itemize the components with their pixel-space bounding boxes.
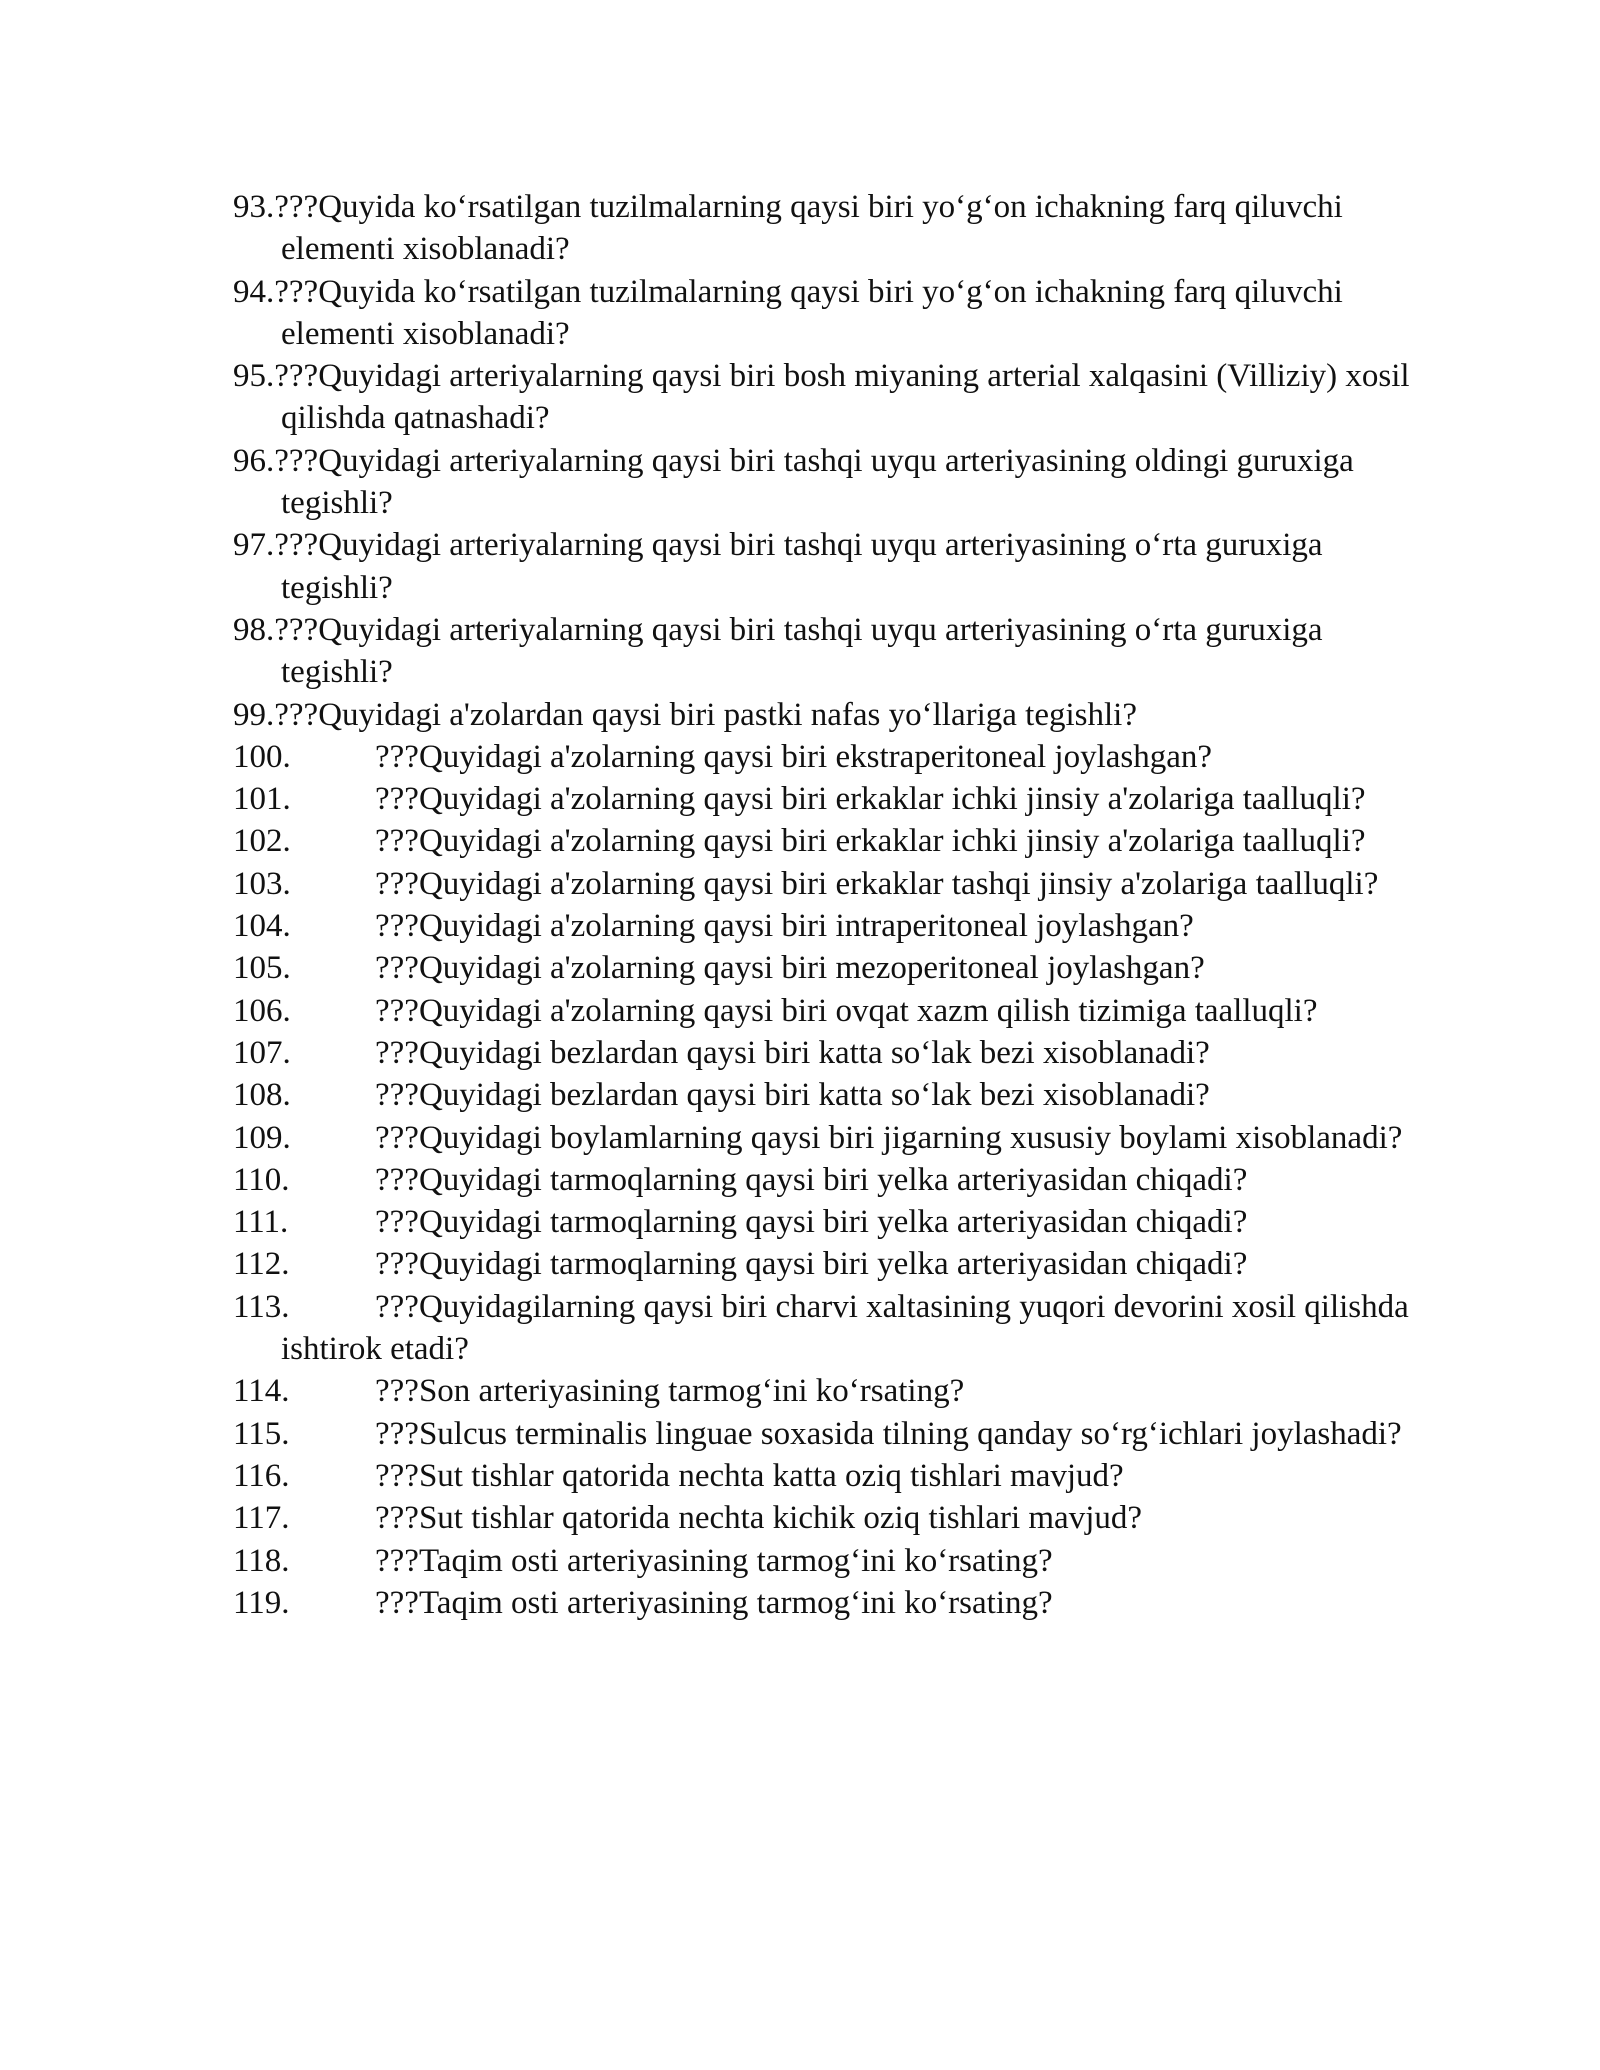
question-text: ???Quyidagi arteriyalarning qaysi biri tashqi uyqu arteriyasining oldingi guruxiga tegishli? bbox=[274, 442, 1354, 522]
question-text: ???Quyidagi tarmoqlarning qaysi biri yelka arteriyasidan chiqadi? bbox=[375, 1204, 1248, 1241]
question-number: 93. bbox=[233, 189, 275, 225]
question-number: 97. bbox=[233, 527, 275, 564]
question-item bbox=[233, 609, 1413, 694]
question-item bbox=[233, 1455, 1413, 1497]
question-number: 111. bbox=[233, 1204, 289, 1241]
question-text: ???Quyidagi a'zolarning qaysi biri erkaklar ichki jinsiy a'zolariga taalluqli? bbox=[375, 823, 1366, 860]
question-number: 119. bbox=[233, 1584, 290, 1621]
question-number: 115. bbox=[233, 1415, 290, 1452]
question-item bbox=[233, 820, 1413, 862]
question-text: ???Quyida ko‘rsatilgan tuzilmalarning qaysi biri yo‘g‘on ichakning farq qiluvchi elementi xisoblanadi? bbox=[274, 189, 1343, 268]
question-text: ???Quyidagi a'zolarning qaysi biri ekstraperitoneal joylashgan? bbox=[375, 738, 1213, 775]
question-number: 104. bbox=[233, 908, 291, 945]
question-list bbox=[233, 186, 1413, 1624]
question-text: ???Sulcus terminalis linguae soxasida tilning qanday so‘rg‘ichlari joylashadi? bbox=[375, 1415, 1402, 1452]
question-item bbox=[233, 440, 1413, 525]
question-text: ???Quyidagi boylamlarning qaysi biri jigarning xususiy boylami xisoblanadi? bbox=[375, 1119, 1403, 1156]
question-item bbox=[233, 778, 1413, 820]
question-text: ???Taqim osti arteriyasining tarmog‘ini ko‘rsating? bbox=[375, 1584, 1053, 1621]
question-item bbox=[233, 271, 1413, 356]
question-text: ???Quyidagi bezlardan qaysi biri katta so‘lak bezi xisoblanadi? bbox=[375, 1077, 1210, 1114]
question-number: 95. bbox=[233, 358, 275, 395]
question-item bbox=[233, 736, 1413, 778]
question-text: ???Quyidagi tarmoqlarning qaysi biri yelka arteriyasidan chiqadi? bbox=[375, 1161, 1248, 1198]
question-text: ???Son arteriyasining tarmog‘ini ko‘rsating? bbox=[375, 1373, 965, 1410]
question-item bbox=[233, 524, 1413, 609]
question-number: 110. bbox=[233, 1161, 290, 1198]
question-text: ???Quyidagi a'zolarning qaysi biri mezoperitoneal joylashgan? bbox=[375, 950, 1205, 987]
question-item bbox=[233, 1497, 1413, 1539]
question-number: 109. bbox=[233, 1119, 291, 1156]
question-text: ???Sut tishlar qatorida nechta katta oziq tishlari mavjud? bbox=[375, 1457, 1124, 1494]
question-number: 113. bbox=[233, 1288, 290, 1325]
question-number: 100. bbox=[233, 738, 291, 775]
question-number: 96. bbox=[233, 442, 275, 479]
question-text: ???Quyidagilarning qaysi biri charvi xaltasining yuqori devorini xosil qilishda ishtirok etadi? bbox=[281, 1288, 1409, 1368]
question-number: 108. bbox=[233, 1077, 291, 1114]
question-text: ???Quyidagi arteriyalarning qaysi biri bosh miyaning arterial xalqasini (Villiziy) xosil qilishda qatnashadi? bbox=[274, 358, 1410, 437]
question-text: ???Quyidagi arteriyalarning qaysi biri tashqi uyqu arteriyasining o‘rta guruxiga tegishli? bbox=[274, 611, 1323, 691]
question-number: 103. bbox=[233, 865, 291, 902]
question-item bbox=[233, 1159, 1413, 1201]
question-number: 102. bbox=[233, 823, 291, 860]
question-text: ???Quyidagi arteriyalarning qaysi biri tashqi uyqu arteriyasining o‘rta guruxiga tegishli? bbox=[274, 527, 1323, 606]
question-item bbox=[233, 947, 1413, 989]
question-number: 99. bbox=[233, 696, 275, 733]
question-number: 105. bbox=[233, 950, 291, 987]
question-number: 107. bbox=[233, 1034, 291, 1071]
question-number: 118. bbox=[233, 1542, 290, 1579]
question-number: 112. bbox=[233, 1246, 290, 1283]
question-item bbox=[233, 1243, 1413, 1285]
question-text: ???Quyidagi a'zolarning qaysi biri intraperitoneal joylashgan? bbox=[375, 908, 1194, 945]
question-item bbox=[233, 990, 1413, 1032]
question-number: 116. bbox=[233, 1457, 290, 1494]
question-text: ???Quyidagi a'zolarning qaysi biri erkaklar tashqi jinsiy a'zolariga taalluqli? bbox=[375, 865, 1379, 902]
question-item bbox=[233, 1286, 1413, 1371]
question-item bbox=[233, 1032, 1413, 1074]
question-text: ???Quyidagi a'zolardan qaysi biri pastki nafas yo‘llariga tegishli? bbox=[274, 696, 1137, 733]
question-number: 94. bbox=[233, 273, 275, 310]
question-text: ???Quyidagi a'zolarning qaysi biri ovqat xazm qilish tizimiga taalluqli? bbox=[375, 992, 1318, 1029]
question-item bbox=[233, 1413, 1413, 1455]
question-item bbox=[233, 1117, 1413, 1159]
question-number: 117. bbox=[233, 1500, 290, 1537]
question-text: ???Taqim osti arteriyasining tarmog‘ini ko‘rsating? bbox=[375, 1542, 1053, 1579]
question-item bbox=[233, 863, 1413, 905]
question-text: ???Quyidagi tarmoqlarning qaysi biri yelka arteriyasidan chiqadi? bbox=[375, 1246, 1248, 1283]
question-number: 114. bbox=[233, 1373, 290, 1410]
question-number: 101. bbox=[233, 781, 291, 818]
question-item bbox=[233, 355, 1413, 440]
question-item bbox=[233, 1074, 1413, 1116]
question-item bbox=[233, 1201, 1413, 1243]
question-item bbox=[233, 694, 1413, 736]
question-text: ???Quyida ko‘rsatilgan tuzilmalarning qaysi biri yo‘g‘on ichakning farq qiluvchi elementi xisoblanadi? bbox=[274, 273, 1343, 352]
question-item bbox=[233, 1370, 1413, 1412]
question-item bbox=[233, 1540, 1413, 1582]
question-text: ???Quyidagi bezlardan qaysi biri katta so‘lak bezi xisoblanadi? bbox=[375, 1034, 1210, 1071]
question-item bbox=[233, 186, 1413, 271]
question-item bbox=[233, 1582, 1413, 1624]
question-number: 106. bbox=[233, 992, 291, 1029]
question-text: ???Sut tishlar qatorida nechta kichik oziq tishlari mavjud? bbox=[375, 1500, 1143, 1537]
question-text: ???Quyidagi a'zolarning qaysi biri erkaklar ichki jinsiy a'zolariga taalluqli? bbox=[375, 781, 1366, 818]
question-number: 98. bbox=[233, 611, 275, 648]
question-item bbox=[233, 905, 1413, 947]
